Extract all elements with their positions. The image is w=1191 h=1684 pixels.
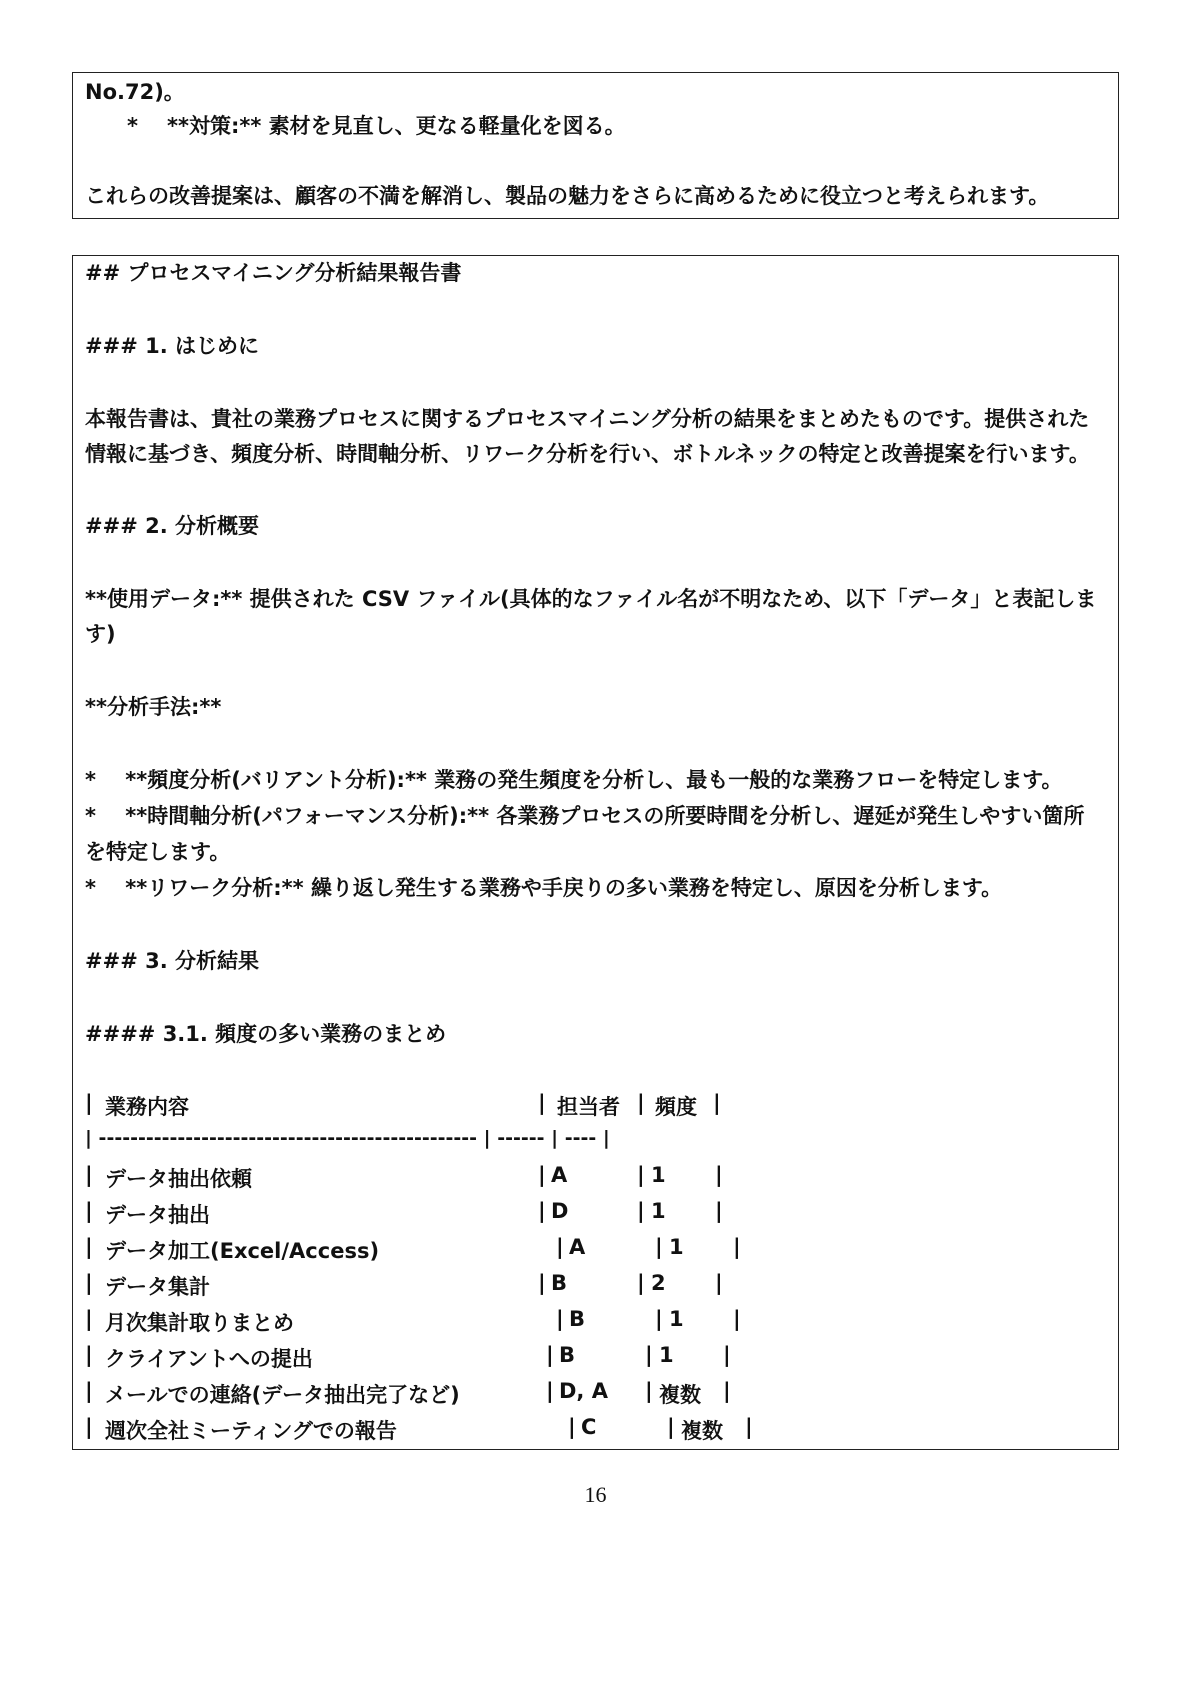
table-cell-freq: 1 <box>669 1307 684 1331</box>
table-cell-task: データ加工(Excel/Access) <box>105 1239 380 1263</box>
data-line: す) <box>85 622 116 646</box>
pipe: | <box>637 1199 645 1223</box>
table-header-freq: 頻度 <box>655 1095 697 1119</box>
table-cell-task: データ集計 <box>105 1275 210 1299</box>
table-cell-task: クライアントへの提出 <box>105 1347 313 1371</box>
table-cell-freq: 1 <box>651 1199 666 1223</box>
pipe: | <box>745 1415 753 1439</box>
table-cell-freq: 2 <box>651 1271 666 1295</box>
intro-line: 情報に基づき、頻度分析、時間軸分析、リワーク分析を行い、ボトルネックの特定と改善提案を行います。 <box>85 442 1090 466</box>
pipe: | <box>667 1415 675 1439</box>
table-cell-owner: C <box>581 1415 597 1439</box>
table-cell-task: データ抽出依頼 <box>105 1167 252 1191</box>
table-cell-owner: B <box>559 1343 576 1367</box>
bullet-line: * **時間軸分析(パフォーマンス分析):** 各業務プロセスの所要時間を分析し、遅延が発生しやすい箇所 <box>85 804 1085 828</box>
table-cell-owner: A <box>569 1235 586 1259</box>
pipe: | <box>85 1271 93 1295</box>
pipe: | <box>655 1235 663 1259</box>
pipe: | <box>733 1307 741 1331</box>
pipe: | <box>655 1307 663 1331</box>
pipe: | <box>538 1091 546 1115</box>
pipe: | <box>85 1379 93 1403</box>
table-cell-task: 月次集計取りまとめ <box>105 1311 294 1335</box>
pipe: | <box>85 1343 93 1367</box>
bullet-line: * **頻度分析(バリアント分析):** 業務の発生頻度を分析し、最も一般的な業務フローを特定します。 <box>85 768 1063 792</box>
intro-line: 本報告書は、貴社の業務プロセスに関するプロセスマイニング分析の結果をまとめたものです。提供された <box>85 407 1090 431</box>
pipe: | <box>568 1415 576 1439</box>
section-heading: ### 2. 分析概要 <box>85 514 259 538</box>
table-cell-owner: D, A <box>559 1379 608 1403</box>
pipe: | <box>637 1163 645 1187</box>
pipe: | <box>715 1163 723 1187</box>
table-cell-owner: B <box>551 1271 568 1295</box>
table-separator: | ------------------------------------------------ | ------ | ---- | <box>85 1127 610 1149</box>
table-cell-freq: 複数 <box>659 1383 701 1407</box>
table-header-task: 業務内容 <box>105 1095 189 1119</box>
pipe: | <box>723 1379 731 1403</box>
method-label: **分析手法:** <box>85 695 222 719</box>
bullet-line: * **リワーク分析:** 繰り返し発生する業務や手戻りの多い業務を特定し、原因を分析します。 <box>85 876 1003 900</box>
continuation-box <box>72 72 1119 219</box>
report-box <box>72 255 1119 1450</box>
pipe: | <box>546 1343 554 1367</box>
subsection-heading: #### 3.1. 頻度の多い業務のまとめ <box>85 1022 447 1046</box>
pipe: | <box>715 1271 723 1295</box>
pipe: | <box>556 1235 564 1259</box>
pipe: | <box>85 1199 93 1223</box>
table-cell-freq: 1 <box>669 1235 684 1259</box>
table-cell-task: 週次全社ミーティングでの報告 <box>105 1419 397 1443</box>
pipe: | <box>645 1379 653 1403</box>
frequency-table <box>85 1091 845 1441</box>
table-cell-freq: 1 <box>651 1163 666 1187</box>
pipe: | <box>538 1199 546 1223</box>
text-line: これらの改善提案は、顧客の不満を解消し、製品の魅力をさらに高めるために役立つと考えられます。 <box>85 184 1050 208</box>
pipe: | <box>556 1307 564 1331</box>
pipe: | <box>713 1091 721 1115</box>
table-cell-freq: 複数 <box>681 1419 723 1443</box>
table-cell-owner: D <box>551 1199 569 1223</box>
pipe: | <box>538 1271 546 1295</box>
pipe: | <box>637 1271 645 1295</box>
pipe: | <box>85 1091 93 1115</box>
pipe: | <box>85 1235 93 1259</box>
report-title: ## プロセスマイニング分析結果報告書 <box>85 261 462 285</box>
bullet: * <box>127 114 138 138</box>
text-line: No.72)。 <box>85 80 185 104</box>
pipe: | <box>723 1343 731 1367</box>
page-number: 16 <box>584 1482 607 1507</box>
table-cell-task: メールでの連絡(データ抽出完了など) <box>105 1383 460 1407</box>
bullet-line: を特定します。 <box>85 840 231 864</box>
pipe: | <box>715 1199 723 1223</box>
pipe: | <box>733 1235 741 1259</box>
table-cell-owner: A <box>551 1163 568 1187</box>
section-heading: ### 1. はじめに <box>85 334 259 358</box>
pipe: | <box>546 1379 554 1403</box>
data-line: **使用データ:** 提供された CSV ファイル(具体的なファイル名が不明なため、以下「データ」と表記しま <box>85 587 1097 611</box>
table-header-owner: 担当者 <box>557 1095 620 1119</box>
section-heading: ### 3. 分析結果 <box>85 949 259 973</box>
text-line: **対策:** 素材を見直し、更なる軽量化を図る。 <box>167 114 626 138</box>
table-cell-task: データ抽出 <box>105 1203 210 1227</box>
table-cell-owner: B <box>569 1307 586 1331</box>
pipe: | <box>85 1415 93 1439</box>
table-cell-freq: 1 <box>659 1343 674 1367</box>
pipe: | <box>85 1307 93 1331</box>
pipe: | <box>538 1163 546 1187</box>
pipe: | <box>85 1163 93 1187</box>
pipe: | <box>637 1091 645 1115</box>
pipe: | <box>645 1343 653 1367</box>
